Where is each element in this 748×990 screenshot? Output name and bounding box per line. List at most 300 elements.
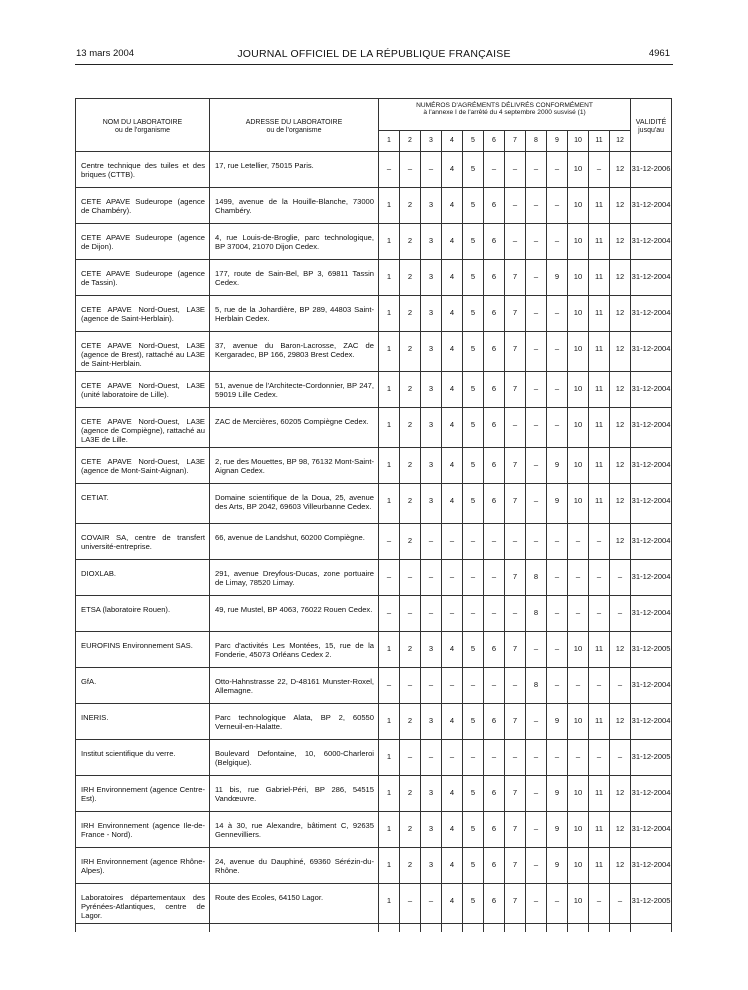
- approval-number-cell: 1: [379, 632, 400, 668]
- continuation-cell: [547, 924, 568, 932]
- validity-date: 31-12-2004: [631, 372, 672, 408]
- approval-number-cell: –: [589, 884, 610, 924]
- laboratory-name: INERIS.: [76, 704, 210, 740]
- column-header-number: 5: [463, 131, 484, 152]
- approval-number-cell: 6: [484, 812, 505, 848]
- approval-number-cell: 3: [421, 484, 442, 524]
- approval-number-cell: 4: [442, 812, 463, 848]
- continuation-cell: [631, 924, 672, 932]
- approval-number-cell: 4: [442, 296, 463, 332]
- approval-number-cell: 7: [505, 848, 526, 884]
- laboratory-address: Domaine scientifique de la Doua, 25, avenue des Arts, BP 2042, 69603 Villeurbanne Cedex.: [210, 484, 379, 524]
- column-header-number: 4: [442, 131, 463, 152]
- approval-number-cell: –: [505, 524, 526, 560]
- approval-number-cell: 2: [400, 188, 421, 224]
- approval-number-cell: 4: [442, 188, 463, 224]
- approval-number-cell: 4: [442, 332, 463, 372]
- approval-number-cell: 4: [442, 484, 463, 524]
- approval-number-cell: 1: [379, 740, 400, 776]
- laboratory-name: Centre technique des tuiles et des briques (CTTB).: [76, 152, 210, 188]
- validity-date: 31-12-2005: [631, 740, 672, 776]
- approval-number-cell: 12: [610, 776, 631, 812]
- approval-number-cell: –: [547, 372, 568, 408]
- column-header-number: 9: [547, 131, 568, 152]
- approval-number-cell: 10: [568, 704, 589, 740]
- column-header-address: [210, 99, 379, 152]
- approval-number-cell: –: [400, 560, 421, 596]
- approval-number-cell: –: [589, 560, 610, 596]
- approval-number-cell: –: [526, 224, 547, 260]
- approval-number-cell: 5: [463, 848, 484, 884]
- approval-number-cell: 4: [442, 152, 463, 188]
- approval-number-cell: 6: [484, 372, 505, 408]
- column-header-numbers-line2: à l'annexe I de l'arrêté du 4 septembre 2000 susvisé (1): [423, 109, 586, 117]
- column-header-address-line2: ou de l'organisme: [266, 127, 322, 134]
- approval-number-cell: –: [568, 668, 589, 704]
- approval-number-cell: –: [526, 260, 547, 296]
- approval-number-cell: 2: [400, 224, 421, 260]
- column-header-address-line1: ADRESSE DU LABORATOIRE: [245, 119, 343, 126]
- approval-number-cell: 10: [568, 448, 589, 484]
- approval-number-cell: –: [400, 740, 421, 776]
- validity-date: 31-12-2004: [631, 296, 672, 332]
- laboratory-name: CETE APAVE Nord-Ouest, LA3E (agence de Compiègne), rattaché au LA3E de Lille.: [76, 408, 210, 448]
- approval-number-cell: 6: [484, 848, 505, 884]
- column-header-number: 2: [400, 131, 421, 152]
- approval-number-cell: –: [526, 484, 547, 524]
- approval-number-cell: –: [505, 152, 526, 188]
- table-row: [76, 224, 672, 260]
- approval-number-cell: 11: [589, 632, 610, 668]
- approval-number-cell: 10: [568, 484, 589, 524]
- column-header-numbers: [379, 99, 631, 131]
- laboratory-table: [75, 98, 672, 932]
- table-row: [76, 704, 672, 740]
- continuation-cell: [379, 924, 400, 932]
- approval-number-cell: 7: [505, 296, 526, 332]
- approval-number-cell: 12: [610, 484, 631, 524]
- approval-number-cell: –: [610, 668, 631, 704]
- approval-number-cell: –: [547, 632, 568, 668]
- approval-number-cell: 12: [610, 524, 631, 560]
- approval-number-cell: 10: [568, 884, 589, 924]
- table-continuation: [76, 924, 672, 932]
- approval-number-cell: 11: [589, 408, 610, 448]
- validity-date: 31-12-2004: [631, 668, 672, 704]
- laboratory-address: 66, avenue de Landshut, 60200 Compiègne.: [210, 524, 379, 560]
- approval-number-cell: 10: [568, 408, 589, 448]
- validity-date: 31-12-2004: [631, 332, 672, 372]
- approval-number-cell: –: [400, 152, 421, 188]
- approval-number-cell: 5: [463, 812, 484, 848]
- column-header-name-line1: NOM DU LABORATOIRE: [102, 119, 183, 126]
- approval-number-cell: –: [484, 668, 505, 704]
- approval-number-cell: –: [610, 884, 631, 924]
- approval-number-cell: –: [526, 296, 547, 332]
- approval-number-cell: 6: [484, 224, 505, 260]
- approval-number-cell: –: [526, 740, 547, 776]
- approval-number-cell: 7: [505, 448, 526, 484]
- approval-number-cell: 12: [610, 408, 631, 448]
- header-date: 13 mars 2004: [76, 48, 135, 59]
- approval-number-cell: –: [484, 560, 505, 596]
- approval-number-cell: 9: [547, 776, 568, 812]
- approval-number-cell: –: [547, 408, 568, 448]
- laboratory-name: CETE APAVE Nord-Ouest, LA3E (unité laboratoire de Lille).: [76, 372, 210, 408]
- continuation-cell: [400, 924, 421, 932]
- approval-number-cell: –: [442, 668, 463, 704]
- approval-number-cell: –: [526, 776, 547, 812]
- table-row: [76, 884, 672, 924]
- approval-number-cell: 6: [484, 776, 505, 812]
- approval-number-cell: –: [505, 596, 526, 632]
- approval-number-cell: –: [421, 740, 442, 776]
- laboratory-name: IRH Environnement (agence Centre-Est).: [76, 776, 210, 812]
- approval-number-cell: –: [589, 740, 610, 776]
- approval-number-cell: 8: [526, 668, 547, 704]
- approval-number-cell: 5: [463, 704, 484, 740]
- approval-number-cell: –: [463, 740, 484, 776]
- approval-number-cell: –: [568, 740, 589, 776]
- laboratory-name: GfA.: [76, 668, 210, 704]
- continuation-cell: [589, 924, 610, 932]
- approval-number-cell: –: [610, 560, 631, 596]
- validity-date: 31-12-2006: [631, 152, 672, 188]
- approval-number-cell: –: [526, 812, 547, 848]
- approval-number-cell: 3: [421, 332, 442, 372]
- approval-number-cell: –: [442, 560, 463, 596]
- approval-number-cell: –: [526, 188, 547, 224]
- approval-number-cell: –: [568, 560, 589, 596]
- column-header-name: [76, 99, 210, 152]
- approval-number-cell: 3: [421, 448, 442, 484]
- approval-number-cell: –: [547, 560, 568, 596]
- laboratory-name: CETIAT.: [76, 484, 210, 524]
- approval-number-cell: –: [547, 296, 568, 332]
- continuation-cell: [421, 924, 442, 932]
- approval-number-cell: 1: [379, 296, 400, 332]
- laboratory-address: ZAC de Mercières, 60205 Compiègne Cedex.: [210, 408, 379, 448]
- approval-number-cell: 11: [589, 296, 610, 332]
- approval-number-cell: 12: [610, 296, 631, 332]
- approval-number-cell: –: [421, 560, 442, 596]
- approval-number-cell: –: [547, 188, 568, 224]
- approval-number-cell: 10: [568, 848, 589, 884]
- validity-date: 31-12-2004: [631, 484, 672, 524]
- table-row: [76, 560, 672, 596]
- approval-number-cell: 1: [379, 776, 400, 812]
- validity-date: 31-12-2004: [631, 408, 672, 448]
- approval-number-cell: –: [484, 152, 505, 188]
- validity-date: 31-12-2004: [631, 776, 672, 812]
- approval-number-cell: 11: [589, 224, 610, 260]
- validity-date: 31-12-2004: [631, 260, 672, 296]
- approval-number-cell: 7: [505, 812, 526, 848]
- approval-number-cell: –: [484, 740, 505, 776]
- approval-number-cell: 3: [421, 812, 442, 848]
- validity-date: 31-12-2004: [631, 848, 672, 884]
- approval-number-cell: –: [589, 668, 610, 704]
- approval-number-cell: 9: [547, 848, 568, 884]
- approval-number-cell: 2: [400, 372, 421, 408]
- laboratory-name: IRH Environnement (agence Rhône-Alpes).: [76, 848, 210, 884]
- approval-number-cell: 1: [379, 812, 400, 848]
- approval-number-cell: 6: [484, 260, 505, 296]
- laboratory-address: 4, rue Louis-de-Broglie, parc technologique, BP 37004, 21070 Dijon Cedex.: [210, 224, 379, 260]
- approval-number-cell: –: [463, 560, 484, 596]
- approval-number-cell: 10: [568, 260, 589, 296]
- laboratory-address: 17, rue Letellier, 75015 Paris.: [210, 152, 379, 188]
- approval-number-cell: 4: [442, 448, 463, 484]
- column-header-number: 7: [505, 131, 526, 152]
- approval-number-cell: 3: [421, 296, 442, 332]
- header-rule: [75, 64, 673, 65]
- approval-number-cell: –: [526, 884, 547, 924]
- continuation-cell: [484, 924, 505, 932]
- approval-number-cell: 9: [547, 704, 568, 740]
- approval-number-cell: 2: [400, 776, 421, 812]
- approval-number-cell: 10: [568, 372, 589, 408]
- approval-number-cell: 2: [400, 408, 421, 448]
- approval-number-cell: 1: [379, 372, 400, 408]
- laboratory-address: Parc d'activités Les Montées, 15, rue de la Fonderie, 45073 Orléans Cedex 2.: [210, 632, 379, 668]
- approval-number-cell: 12: [610, 224, 631, 260]
- approval-number-cell: 12: [610, 848, 631, 884]
- approval-number-cell: –: [421, 668, 442, 704]
- approval-number-cell: 7: [505, 372, 526, 408]
- table-row: [76, 188, 672, 224]
- laboratory-address: 14 à 30, rue Alexandre, bâtiment C, 92635 Gennevilliers.: [210, 812, 379, 848]
- approval-number-cell: –: [400, 884, 421, 924]
- laboratory-name: CETE APAVE Sudeurope (agence de Chambéry).: [76, 188, 210, 224]
- laboratory-address: 177, route de Sain-Bel, BP 3, 69811 Tassin Cedex.: [210, 260, 379, 296]
- laboratory-address: 37, avenue du Baron-Lacrosse, ZAC de Kergaradec, BP 166, 29803 Brest Cedex.: [210, 332, 379, 372]
- column-header-number: 10: [568, 131, 589, 152]
- approval-number-cell: –: [547, 884, 568, 924]
- approval-number-cell: –: [568, 524, 589, 560]
- approval-number-cell: –: [589, 524, 610, 560]
- approval-number-cell: –: [547, 152, 568, 188]
- approval-number-cell: 2: [400, 296, 421, 332]
- table-row: [76, 448, 672, 484]
- approval-number-cell: –: [526, 848, 547, 884]
- column-header-validity: [631, 99, 672, 152]
- approval-number-cell: 10: [568, 224, 589, 260]
- approval-number-cell: –: [547, 332, 568, 372]
- approval-number-cell: –: [526, 632, 547, 668]
- validity-date: 31-12-2004: [631, 596, 672, 632]
- approval-number-cell: –: [526, 524, 547, 560]
- laboratory-name: CETE APAVE Nord-Ouest, LA3E (agence de Saint-Herblain).: [76, 296, 210, 332]
- approval-number-cell: 6: [484, 296, 505, 332]
- approval-number-cell: –: [526, 332, 547, 372]
- approval-number-cell: –: [379, 152, 400, 188]
- approval-number-cell: 1: [379, 332, 400, 372]
- approval-number-cell: –: [526, 372, 547, 408]
- approval-number-cell: –: [421, 152, 442, 188]
- approval-number-cell: 2: [400, 260, 421, 296]
- approval-number-cell: 5: [463, 448, 484, 484]
- validity-date: 31-12-2004: [631, 812, 672, 848]
- laboratory-name: EUROFINS Environnement SAS.: [76, 632, 210, 668]
- approval-number-cell: 11: [589, 188, 610, 224]
- approval-number-cell: 5: [463, 260, 484, 296]
- table-row: [76, 740, 672, 776]
- continuation-cell: [505, 924, 526, 932]
- approval-number-cell: 12: [610, 332, 631, 372]
- column-header-number: 11: [589, 131, 610, 152]
- approval-number-cell: 5: [463, 884, 484, 924]
- laboratory-address: 51, avenue de l'Architecte-Cordonnier, BP 247, 59019 Lille Cedex.: [210, 372, 379, 408]
- approval-number-cell: –: [505, 188, 526, 224]
- approval-number-cell: 5: [463, 372, 484, 408]
- approval-number-cell: 12: [610, 260, 631, 296]
- approval-number-cell: 4: [442, 632, 463, 668]
- approval-number-cell: 9: [547, 812, 568, 848]
- approval-number-cell: 10: [568, 296, 589, 332]
- validity-date: 31-12-2004: [631, 448, 672, 484]
- table-row: [76, 296, 672, 332]
- laboratory-address: Otto-Hahnstrasse 22, D-48161 Munster-Roxel, Allemagne.: [210, 668, 379, 704]
- laboratory-address: 1499, avenue de la Houille-Blanche, 73000 Chambéry.: [210, 188, 379, 224]
- approval-number-cell: 4: [442, 408, 463, 448]
- approval-number-cell: 10: [568, 812, 589, 848]
- approval-number-cell: 6: [484, 332, 505, 372]
- approval-number-cell: –: [442, 596, 463, 632]
- approval-number-cell: –: [547, 524, 568, 560]
- approval-number-cell: 2: [400, 704, 421, 740]
- approval-number-cell: 11: [589, 332, 610, 372]
- approval-number-cell: 5: [463, 224, 484, 260]
- approval-number-cell: 11: [589, 704, 610, 740]
- table-row: [76, 632, 672, 668]
- approval-number-cell: 11: [589, 484, 610, 524]
- table-row: [76, 812, 672, 848]
- approval-number-cell: 12: [610, 632, 631, 668]
- column-header-number: 3: [421, 131, 442, 152]
- approval-number-cell: –: [463, 524, 484, 560]
- approval-number-cell: –: [421, 596, 442, 632]
- journal-title: JOURNAL OFFICIEL DE LA RÉPUBLIQUE FRANÇAISE: [237, 48, 511, 60]
- approval-number-cell: 2: [400, 332, 421, 372]
- laboratory-name: ETSA (laboratoire Rouen).: [76, 596, 210, 632]
- approval-number-cell: 3: [421, 260, 442, 296]
- approval-number-cell: –: [589, 596, 610, 632]
- column-header-validity-line2: jusqu'au: [638, 127, 664, 134]
- approval-number-cell: –: [568, 596, 589, 632]
- approval-number-cell: –: [526, 704, 547, 740]
- approval-number-cell: –: [463, 596, 484, 632]
- validity-date: 31-12-2005: [631, 884, 672, 924]
- approval-number-cell: 6: [484, 484, 505, 524]
- table-row: [76, 484, 672, 524]
- laboratory-name: COVAIR SA, centre de transfert université-entreprise.: [76, 524, 210, 560]
- approval-number-cell: 5: [463, 296, 484, 332]
- approval-number-cell: 6: [484, 448, 505, 484]
- approval-number-cell: 2: [400, 448, 421, 484]
- approval-number-cell: 1: [379, 848, 400, 884]
- approval-number-cell: –: [463, 668, 484, 704]
- continuation-cell: [76, 924, 210, 932]
- approval-number-cell: 3: [421, 632, 442, 668]
- laboratory-name: Institut scientifique du verre.: [76, 740, 210, 776]
- approval-number-cell: 1: [379, 704, 400, 740]
- laboratory-address: 291, avenue Dreyfous-Ducas, zone portuaire de Limay, 78520 Limay.: [210, 560, 379, 596]
- column-header-number: 8: [526, 131, 547, 152]
- approval-number-cell: 8: [526, 596, 547, 632]
- approval-number-cell: 1: [379, 188, 400, 224]
- continuation-cell: [463, 924, 484, 932]
- approval-number-cell: 7: [505, 632, 526, 668]
- approval-number-cell: 10: [568, 188, 589, 224]
- approval-number-cell: 10: [568, 332, 589, 372]
- column-header-number: 12: [610, 131, 631, 152]
- validity-date: 31-12-2005: [631, 632, 672, 668]
- approval-number-cell: –: [505, 224, 526, 260]
- approval-number-cell: –: [400, 668, 421, 704]
- approval-number-cell: –: [421, 524, 442, 560]
- approval-number-cell: –: [547, 596, 568, 632]
- approval-number-cell: –: [589, 152, 610, 188]
- approval-number-cell: 5: [463, 776, 484, 812]
- approval-number-cell: 4: [442, 372, 463, 408]
- approval-number-cell: 7: [505, 776, 526, 812]
- approval-number-cell: 9: [547, 484, 568, 524]
- approval-number-cell: 11: [589, 372, 610, 408]
- approval-number-cell: –: [610, 740, 631, 776]
- approval-number-cell: 10: [568, 632, 589, 668]
- approval-number-cell: 7: [505, 884, 526, 924]
- approval-number-cell: 11: [589, 448, 610, 484]
- approval-number-cell: 5: [463, 152, 484, 188]
- approval-number-cell: 1: [379, 408, 400, 448]
- column-header-name-line2: ou de l'organisme: [114, 127, 171, 134]
- continuation-cell: [568, 924, 589, 932]
- approval-number-cell: –: [379, 560, 400, 596]
- column-header-number: 6: [484, 131, 505, 152]
- approval-number-cell: 11: [589, 776, 610, 812]
- approval-number-cell: –: [442, 524, 463, 560]
- approval-number-cell: 1: [379, 224, 400, 260]
- table-row: [76, 152, 672, 188]
- laboratory-name: CETE APAVE Sudeurope (agence de Dijon).: [76, 224, 210, 260]
- approval-number-cell: 5: [463, 188, 484, 224]
- approval-number-cell: 5: [463, 632, 484, 668]
- continuation-cell: [526, 924, 547, 932]
- validity-date: 31-12-2004: [631, 704, 672, 740]
- laboratory-address: Route des Ecoles, 64150 Lagor.: [210, 884, 379, 924]
- approval-number-cell: 2: [400, 812, 421, 848]
- approval-number-cell: 4: [442, 848, 463, 884]
- approval-number-cell: 6: [484, 884, 505, 924]
- validity-date: 31-12-2004: [631, 224, 672, 260]
- approval-number-cell: 11: [589, 848, 610, 884]
- table-row: [76, 408, 672, 448]
- laboratory-address: Boulevard Defontaine, 10, 6000-Charleroi (Belgique).: [210, 740, 379, 776]
- laboratory-address: 2, rue des Mouettes, BP 98, 76132 Mont-Saint-Aignan Cedex.: [210, 448, 379, 484]
- approval-number-cell: 2: [400, 848, 421, 884]
- approval-number-cell: –: [610, 596, 631, 632]
- approval-number-cell: 11: [589, 260, 610, 296]
- laboratory-name: DIOXLAB.: [76, 560, 210, 596]
- column-header-validity-line1: VALIDITÉ: [635, 119, 667, 126]
- approval-number-cell: 9: [547, 260, 568, 296]
- approval-number-cell: –: [379, 524, 400, 560]
- approval-number-cell: 3: [421, 372, 442, 408]
- approval-number-cell: –: [505, 740, 526, 776]
- laboratory-address: 49, rue Mustel, BP 4063, 76022 Rouen Cedex.: [210, 596, 379, 632]
- laboratory-name: CETE APAVE Nord-Ouest, LA3E (agence de Mont-Saint-Aignan).: [76, 448, 210, 484]
